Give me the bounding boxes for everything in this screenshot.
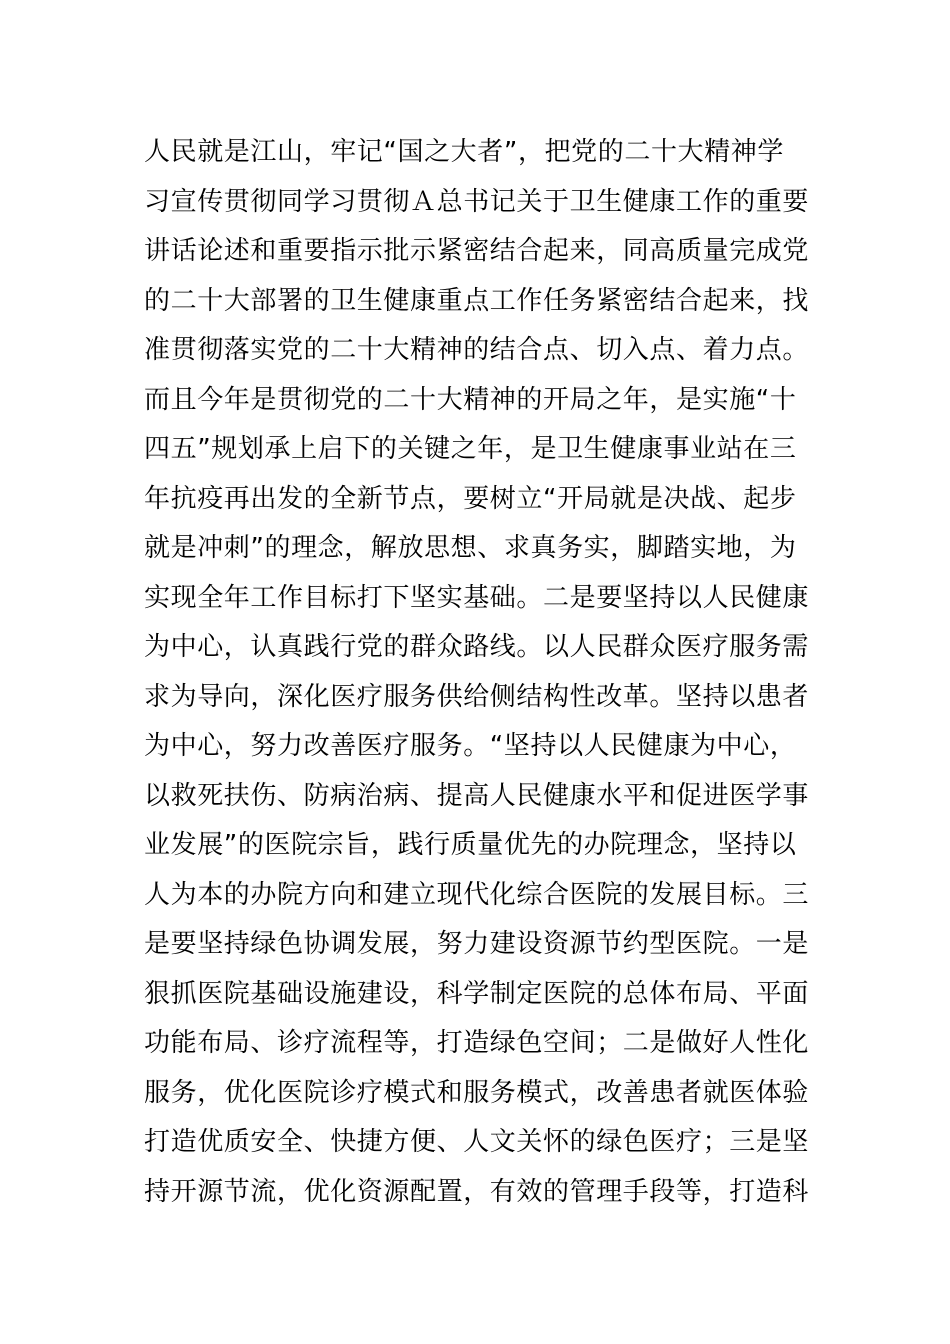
text-line-17: 是要坚持绿色协调发展，努力建设资源节约型医院。一是 <box>144 929 810 959</box>
text-line-5: 准贯彻落实党的二十大精神的结合点、切入点、着力点。 <box>144 335 810 365</box>
text-line-14: 以救死扶伤、防病治病、提高人民健康水平和促进医学事 <box>144 780 810 811</box>
text-line-19: 功能布局、诊疗流程等，打造绿色空间；二是做好人性化 <box>144 1028 810 1058</box>
text-line-13: 为中心，努力改善医疗服务。“坚持以人民健康为中心， <box>144 731 797 761</box>
text-line-6: 而且今年是贯彻党的二十大精神的开局之年，是实施“十 <box>144 384 797 415</box>
body-paragraph <box>144 128 824 1217</box>
text-line-20: 服务，优化医院诊疗模式和服务模式，改善患者就医体验 <box>144 1077 810 1108</box>
text-line-18: 狠抓医院基础设施建设，科学制定医院的总体布局、平面 <box>144 978 810 1009</box>
text-line-22: 持开源节流，优化资源配置，有效的管理手段等，打造科 <box>144 1176 810 1207</box>
text-line-3: 讲话论述和重要指示批示紧密结合起来，同高质量完成党 <box>144 236 810 266</box>
text-line-16: 人为本的办院方向和建立现代化综合医院的发展目标。三 <box>144 879 810 910</box>
text-line-21: 打造优质安全、快捷方便、人文关怀的绿色医疗；三是坚 <box>144 1127 810 1157</box>
text-line-10: 实现全年工作目标打下坚实基础。二是要坚持以人民健康 <box>144 582 810 613</box>
text-line-15: 业发展”的医院宗旨，践行质量优先的办院理念，坚持以 <box>144 830 797 860</box>
text-line-8: 年抗疫再出发的全新节点，要树立“开局就是决战、起步 <box>144 483 797 514</box>
text-line-7: 四五”规划承上启下的关键之年，是卫生健康事业站在三 <box>144 434 797 464</box>
text-line-9: 就是冲刺”的理念，解放思想、求真务实，脚踏实地，为 <box>144 533 797 563</box>
text-line-12: 求为导向，深化医疗服务供给侧结构性改革。坚持以患者 <box>144 681 810 712</box>
text-line-1: 人民就是江山，牢记“国之大者”，把党的二十大精神学 <box>144 137 784 167</box>
text-line-2: 习宣传贯彻同学习贯彻Ａ总书记关于卫生健康工作的重要 <box>144 186 810 217</box>
text-line-11: 为中心，认真践行党的群众路线。以人民群众医疗服务需 <box>144 632 810 662</box>
text-line-4: 的二十大部署的卫生健康重点工作任务紧密结合起来，找 <box>144 285 810 316</box>
